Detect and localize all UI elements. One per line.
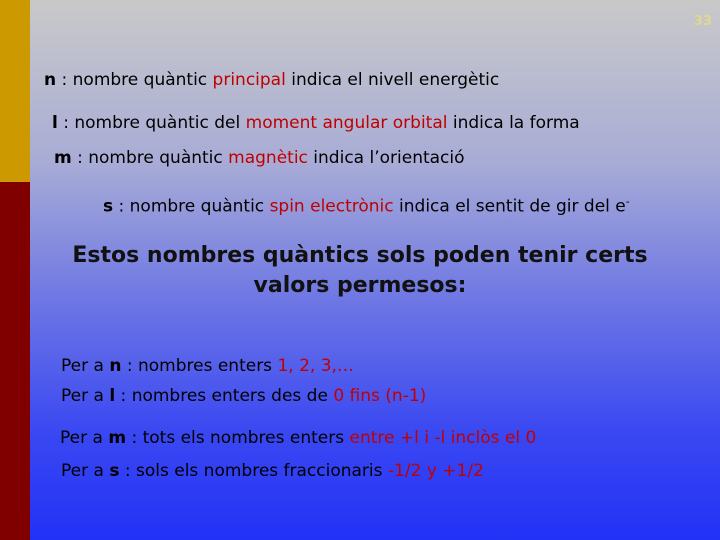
prefix: Per a [60, 428, 109, 448]
text: : tots els nombres enters [126, 428, 350, 448]
text-post: indica el nivell energètic [285, 70, 500, 90]
text-pre: : nombre quàntic [113, 196, 270, 217]
text-pre: : nombre quàntic del [57, 113, 246, 133]
definition-m [54, 148, 465, 168]
text: : nombres enters [121, 356, 278, 376]
highlight: moment angular orbital [245, 113, 448, 133]
text: : sols els nombres fraccionaris [119, 461, 388, 481]
prefix: Per a [61, 386, 110, 406]
allowed-s [61, 461, 484, 481]
allowed-l [61, 386, 426, 406]
definition-l [52, 113, 580, 133]
symbol: n [44, 70, 57, 90]
heading-line-2: valors permesos: [253, 273, 467, 298]
highlight: spin electrònic [269, 196, 394, 217]
symbol: l [109, 386, 116, 406]
text-post: indica la forma [447, 113, 580, 133]
page-number: 33 [693, 14, 712, 29]
accent-bar-gold [0, 0, 30, 182]
highlight: -1/2 y +1/2 [387, 461, 484, 481]
prefix: Per a [61, 461, 110, 481]
definition-n [44, 70, 499, 90]
highlight: principal [212, 70, 286, 90]
symbol: s [103, 196, 114, 217]
allowed-m [60, 428, 536, 448]
heading-line-1: Estos nombres quàntics sols poden tenir certs [72, 243, 648, 268]
highlight: entre +l i -l inclòs el 0 [349, 428, 537, 448]
allowed-values-heading [40, 241, 680, 301]
symbol: l [52, 113, 58, 133]
highlight: 0 fins (n-1) [333, 386, 427, 406]
definition-s [103, 195, 630, 217]
accent-bar-maroon [0, 182, 30, 540]
prefix: Per a [61, 356, 110, 376]
allowed-n [61, 356, 354, 376]
text-post: indica l’orientació [307, 148, 465, 168]
highlight: 1, 2, 3,… [277, 356, 354, 376]
text-pre: : nombre quàntic [71, 148, 229, 168]
symbol: m [108, 428, 127, 448]
text: : nombres enters des de [115, 386, 334, 406]
symbol: m [54, 148, 72, 168]
text-pre: : nombre quàntic [56, 70, 213, 90]
text-post: indica el sentit de gir del e [393, 196, 626, 217]
superscript: - [625, 195, 630, 208]
symbol: s [109, 461, 120, 481]
symbol: n [109, 356, 122, 376]
highlight: magnètic [228, 148, 308, 168]
